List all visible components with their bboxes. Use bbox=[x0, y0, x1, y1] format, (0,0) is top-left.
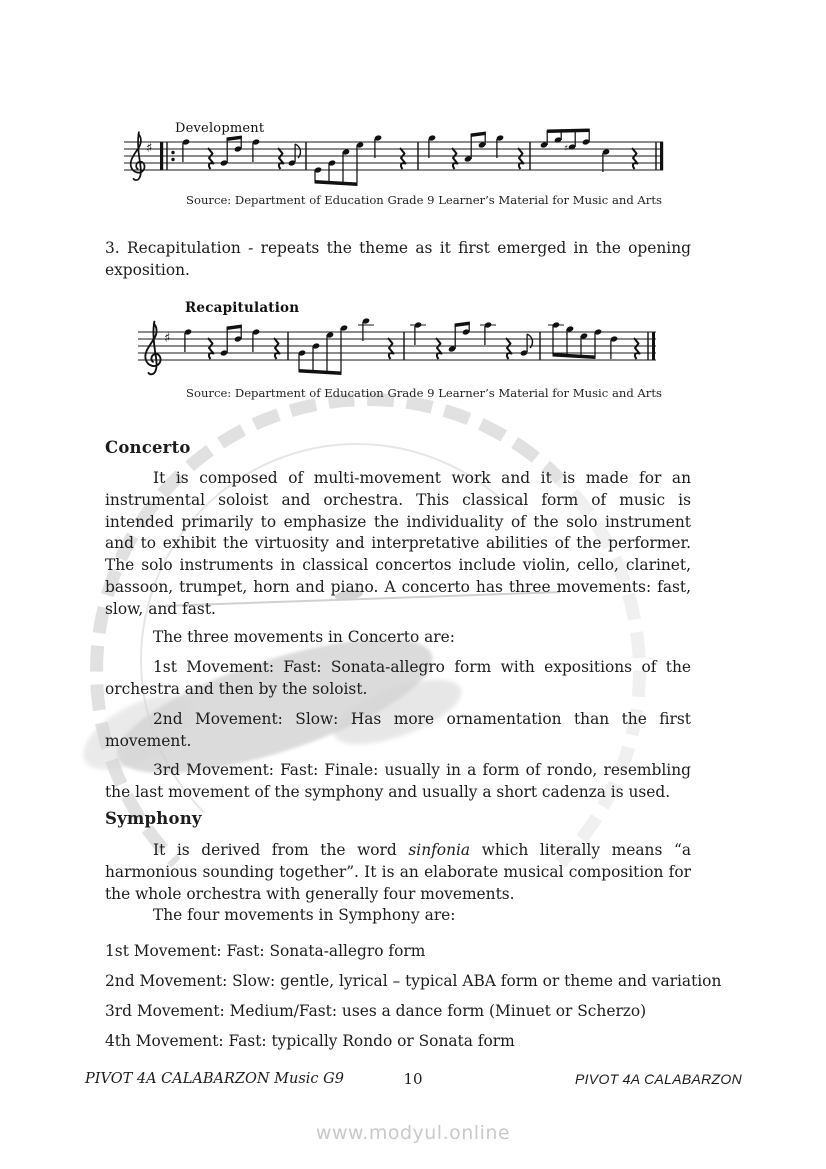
concerto-movement-3: 3rd Movement: Fast: Finale: usually in a form of rondo, resembling the last movement of the symphony and usually a short cadenza is used. bbox=[105, 761, 691, 801]
staff-lines-1 bbox=[124, 142, 663, 170]
staff1-source-caption: Source: Department of Education Grade 9 Learner’s Material for Music and Arts bbox=[186, 193, 662, 207]
symphony-paragraph bbox=[105, 840, 691, 905]
development-music-staff bbox=[120, 128, 665, 186]
footer-right-text: PIVOT 4A CALABARZON bbox=[574, 1071, 742, 1087]
page-number: 10 bbox=[403, 1070, 423, 1088]
concerto-movements-intro: The three movements in Concerto are: bbox=[153, 628, 455, 646]
concerto-paragraph: It is composed of multi-movement work and it is made for an instrumental soloist and orchestra. This classical form of music is intended primarily to emphasize the individuality of the solo instrument and to exhibit the virtuosity and interpretative abilities of the performer. The solo instruments in classical concertos include violin, cello, clarinet, bassoon, trumpet, horn and piano. A concerto has three movements: fast, slow, and fast. bbox=[105, 469, 691, 618]
symphony-paragraph-post: which literally means “a harmonious sounding together”. It is an elaborate musical composition for the whole orchestra with generally four movements. bbox=[105, 841, 691, 903]
footer-left-text: PIVOT 4A CALABARZON Music G9 bbox=[85, 1071, 344, 1087]
site-watermark-text: www.modyul.online bbox=[315, 1122, 511, 1144]
treble-clef-icon bbox=[145, 321, 160, 374]
symphony-heading: Symphony bbox=[105, 809, 202, 828]
recapitulation-music-staff bbox=[136, 312, 658, 378]
staff2-source-caption: Source: Department of Education Grade 9 Learner’s Material for Music and Arts bbox=[186, 386, 662, 400]
development-staff-label: Development bbox=[175, 121, 265, 136]
concerto-movement-1: 1st Movement: Fast: Sonata-allegro form with expositions of the orchestra and then by the soloist. bbox=[105, 658, 691, 698]
sinfonia-italic: sinfonia bbox=[408, 841, 471, 859]
symphony-movement-3: 3rd Movement: Medium/Fast: uses a dance form (Minuet or Scherzo) bbox=[105, 1002, 647, 1020]
recapitulation-staff-label: Recapitulation bbox=[185, 300, 300, 316]
symphony-movement-2: 2nd Movement: Slow: gentle, lyrical – typical ABA form or theme and variation bbox=[105, 972, 722, 990]
recapitulation-paragraph: 3. Recapitulation - repeats the theme as it first emerged in the opening exposition. bbox=[105, 239, 691, 279]
concerto-movement-2: 2nd Movement: Slow: Has more ornamentation than the first movement. bbox=[105, 710, 691, 750]
symphony-paragraph-pre: It is derived from the word bbox=[153, 841, 409, 859]
sharp-sign-icon: ♯ bbox=[164, 331, 171, 346]
sharp-sign-icon: ♯ bbox=[564, 144, 569, 154]
symphony-movement-4: 4th Movement: Fast: typically Rondo or Sonata form bbox=[105, 1032, 515, 1050]
symphony-movement-1: 1st Movement: Fast: Sonata-allegro form bbox=[105, 942, 426, 960]
symphony-movements-intro: The four movements in Symphony are: bbox=[153, 906, 456, 924]
concerto-heading: Concerto bbox=[105, 438, 191, 457]
sharp-sign-icon: ♯ bbox=[146, 141, 153, 156]
